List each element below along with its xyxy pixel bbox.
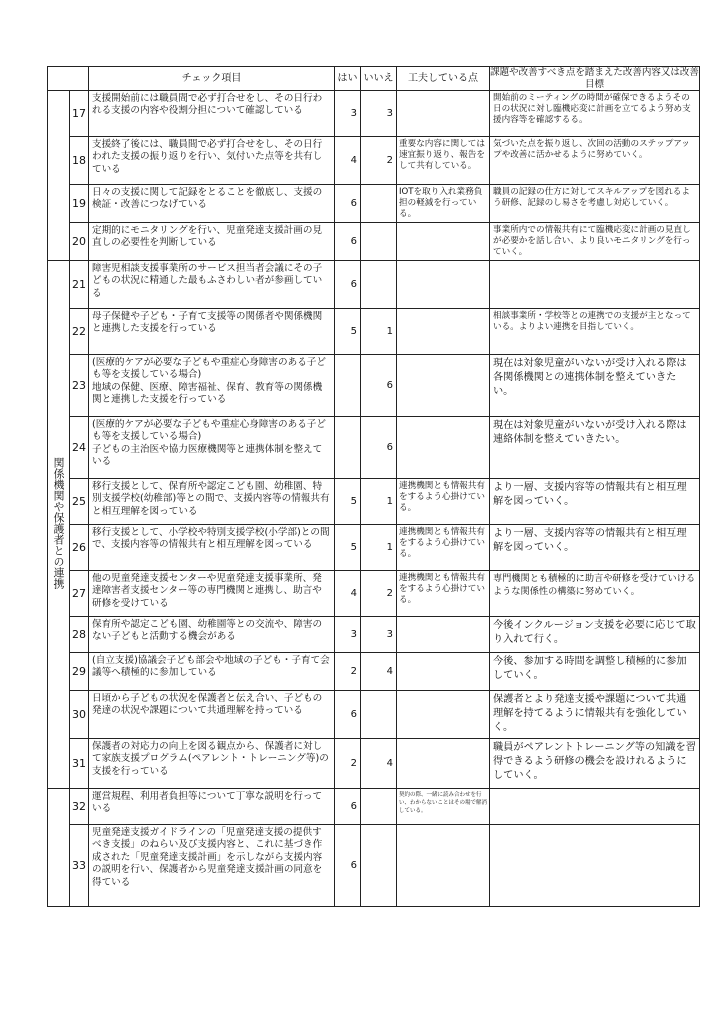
check-item-text: (医療的ケアが必要な子どもや重症心身障害のある子ども等を支援している場合) 子どもの主治医や協力医療機関等と連携体制を整えている <box>89 417 335 479</box>
yes-count: 4 <box>335 137 361 185</box>
effort-text: IOTを取り入れ業務負担の軽減を行っている。 <box>397 185 490 223</box>
goal-text: 開始前のミーティングの時間が確保できるようその日の状況に対し臨機応変に計画を立てるよう努め支援内容等を確認するる。 <box>490 91 700 137</box>
no-count: 1 <box>361 309 397 355</box>
yes-count: 4 <box>335 571 361 617</box>
row-number: 26 <box>70 525 89 571</box>
effort-text: 連携機関とも情報共有をするよう心掛けている。 <box>397 479 490 525</box>
row-number: 30 <box>70 691 89 739</box>
effort-text <box>397 355 490 417</box>
table-row <box>48 739 700 789</box>
header-effort: 工夫している点 <box>397 67 490 91</box>
goal-text: 今後、参加する時間を調整し積極的に参加していく。 <box>490 653 700 691</box>
yes-count <box>335 355 361 417</box>
check-item-text: 支援終了後には、職員間で必ず打合せをし、その日行われた支援の振り返りを行い、気付いた点等を共有している <box>89 137 335 185</box>
goal-text: 専門機関とも積極的に助言や研修を受けていけるような関係性の構築に努めていく。 <box>490 571 700 617</box>
effort-text: 連携機関とも情報共有をするよう心掛けている。 <box>397 571 490 617</box>
header-no: いいえ <box>361 67 397 91</box>
category-label: 関係機関や保護者との連携 <box>52 456 65 589</box>
no-count: 3 <box>361 617 397 653</box>
row-number: 20 <box>70 223 89 261</box>
header-yes: はい <box>335 67 361 91</box>
effort-text: 連携機関とも情報共有をするよう心掛けている。 <box>397 525 490 571</box>
no-count: 6 <box>361 355 397 417</box>
row-number: 19 <box>70 185 89 223</box>
no-count: 4 <box>361 653 397 691</box>
row-number: 24 <box>70 417 89 479</box>
check-item-text: (医療的ケアが必要な子どもや重症心身障害のある子ども等を支援している場合) 地域の保健、医療、障害福祉、保育、教育等の関係機関と連携した支援を行っている <box>89 355 335 417</box>
check-item-text: 保育所や認定こども園、幼稚園等との交流や、障害のない子どもと活動する機会がある <box>89 617 335 653</box>
row-number: 18 <box>70 137 89 185</box>
check-item-text: 日々の支援に関して記録をとることを徹底し、支援の検証・改善につなげている <box>89 185 335 223</box>
no-count <box>361 825 397 907</box>
check-item-text: 移行支援として、保育所や認定こども園、幼稚園、特別支援学校(幼稚部)等との間で、支援内容等の情報共有と相互理解を図っている <box>89 479 335 525</box>
effort-text <box>397 261 490 309</box>
table-row <box>48 261 700 309</box>
table-row <box>48 309 700 355</box>
category-cell-relations <box>48 261 70 789</box>
row-number: 28 <box>70 617 89 653</box>
yes-count <box>335 417 361 479</box>
table-row <box>48 789 700 825</box>
header-check-item: チェック項目 <box>89 67 335 91</box>
effort-text <box>397 417 490 479</box>
goal-text: より一層、支援内容等の情報共有と相互理解を図っていく。 <box>490 479 700 525</box>
yes-count: 3 <box>335 617 361 653</box>
no-count <box>361 691 397 739</box>
goal-text: 今後インクルージョン支援を必要に応じて取り入れて行く。 <box>490 617 700 653</box>
goal-text <box>490 825 700 907</box>
table-row <box>48 617 700 653</box>
goal-text: 気づいた点を振り返し、次回の活動のステップアップや改善に活かせるように努めていく。 <box>490 137 700 185</box>
row-number: 21 <box>70 261 89 309</box>
goal-text: 現在は対象児童がいないが受け入れる際は連絡体制を整えていきたい。 <box>490 417 700 479</box>
table-row <box>48 417 700 479</box>
no-count: 4 <box>361 739 397 789</box>
goal-text: 職員の記録の仕方に対してスキルアップを図れるよう研修、記録のし易さを考慮し対応していく。 <box>490 185 700 223</box>
row-number: 32 <box>70 789 89 825</box>
yes-count: 6 <box>335 825 361 907</box>
check-item-text: 障害児相談支援事業所のサービス担当者会議にその子どもの状況に精通した最もふさわしい者が参画している <box>89 261 335 309</box>
table-row <box>48 185 700 223</box>
row-number: 22 <box>70 309 89 355</box>
no-count <box>361 223 397 261</box>
no-count: 3 <box>361 91 397 137</box>
yes-count: 6 <box>335 691 361 739</box>
yes-count: 6 <box>335 261 361 309</box>
no-count: 1 <box>361 525 397 571</box>
effort-text: 重要な内容に関しては速宜振り返り、報告をして共有している。 <box>397 137 490 185</box>
goal-text: 相談事業所・学校等との連携での支援が主となっている。よりよい連携を目指していく。 <box>490 309 700 355</box>
effort-text <box>397 617 490 653</box>
category-cell-blank-2 <box>48 789 70 907</box>
table-row <box>48 479 700 525</box>
effort-text <box>397 309 490 355</box>
check-item-text: 運営規程、利用者負担等について丁寧な説明を行っている <box>89 789 335 825</box>
no-count <box>361 789 397 825</box>
effort-text <box>397 825 490 907</box>
check-item-text: 定期的にモニタリングを行い、児童発達支援計画の見直しの必要性を判断している <box>89 223 335 261</box>
check-item-text: 他の児童発達支援センターや児童発達支援事業所、発達障害者支援センター等の専門機関と連携し、助言や研修を受けている <box>89 571 335 617</box>
no-count: 2 <box>361 137 397 185</box>
effort-text <box>397 739 490 789</box>
category-cell-blank-1 <box>48 91 70 261</box>
row-number: 25 <box>70 479 89 525</box>
goal-text: より一層、支援内容等の情報共有と相互理解を図っていく。 <box>490 525 700 571</box>
row-number: 33 <box>70 825 89 907</box>
check-item-text: 移行支援として、小学校や特別支援学校(小学部)との間で、支援内容等の情報共有と相互理解を図っている <box>89 525 335 571</box>
yes-count: 5 <box>335 309 361 355</box>
yes-count: 2 <box>335 739 361 789</box>
header-blank <box>48 67 89 91</box>
row-number: 17 <box>70 91 89 137</box>
table-row <box>48 825 700 907</box>
check-item-text: 支援開始前には職員間で必ず打合せをし、その日行われる支援の内容や役割分担について確認している <box>89 91 335 137</box>
no-count: 6 <box>361 417 397 479</box>
goal-text: 職員がペアレントトレーニング等の知識を習得できるよう研修の機会を設けれるようにしていく。 <box>490 739 700 789</box>
yes-count: 2 <box>335 653 361 691</box>
no-count: 1 <box>361 479 397 525</box>
row-number: 31 <box>70 739 89 789</box>
table-row <box>48 137 700 185</box>
effort-text <box>397 91 490 137</box>
row-number: 27 <box>70 571 89 617</box>
table-row <box>48 525 700 571</box>
no-count <box>361 261 397 309</box>
effort-text: 契約の際、一緒に読み合わせを行い、わからないことはその場で解消している。 <box>397 789 490 825</box>
goal-text: 事業所内での情報共有にて臨機応変に計画の見直しが必要かを話し合い、より良いモニタリングを行っていく。 <box>490 223 700 261</box>
goal-text: 現在は対象児童がいないが受け入れる際は各関係機関との連携体制を整えていきたい。 <box>490 355 700 417</box>
yes-count: 3 <box>335 91 361 137</box>
row-number: 23 <box>70 355 89 417</box>
yes-count: 5 <box>335 525 361 571</box>
table-row <box>48 91 700 137</box>
no-count <box>361 185 397 223</box>
goal-text <box>490 261 700 309</box>
yes-count: 6 <box>335 185 361 223</box>
check-item-text: 保護者の対応力の向上を図る観点から、保護者に対して家族支援プログラム(ペアレント・トレーニング等)の支援を行っている <box>89 739 335 789</box>
header-goal: 課題や改善すべき点を踏まえた改善内容又は改善目標 <box>490 67 699 90</box>
table-row <box>48 571 700 617</box>
table-row <box>48 355 700 417</box>
check-item-text: (自立支援)協議会子ども部会や地域の子ども・子育て会議等へ積極的に参加している <box>89 653 335 691</box>
effort-text <box>397 653 490 691</box>
evaluation-table <box>47 66 700 907</box>
effort-text <box>397 691 490 739</box>
effort-text <box>397 223 490 261</box>
goal-text <box>490 789 700 825</box>
no-count: 2 <box>361 571 397 617</box>
header-row <box>48 67 700 91</box>
table-row <box>48 691 700 739</box>
goal-text: 保護者とより発達支援や課題について共通理解を持てるように情報共有を強化していく。 <box>490 691 700 739</box>
yes-count: 5 <box>335 479 361 525</box>
table-row <box>48 653 700 691</box>
yes-count: 6 <box>335 789 361 825</box>
table-row <box>48 223 700 261</box>
check-item-text: 児童発達支援ガイドラインの「児童発達支援の提供すべき支援」のねらい及び支援内容と、これに基づき作成された「児童発達支援計画」を示しながら支援内容の説明を行い、保護者から児童発達支援計画の同意を得ている <box>89 825 335 907</box>
check-item-text: 母子保健や子ども・子育て支援等の関係者や関係機関と連携した支援を行っている <box>89 309 335 355</box>
row-number: 29 <box>70 653 89 691</box>
check-item-text: 日頃から子どもの状況を保護者と伝え合い、子どもの発達の状況や課題について共通理解を持っている <box>89 691 335 739</box>
yes-count: 6 <box>335 223 361 261</box>
